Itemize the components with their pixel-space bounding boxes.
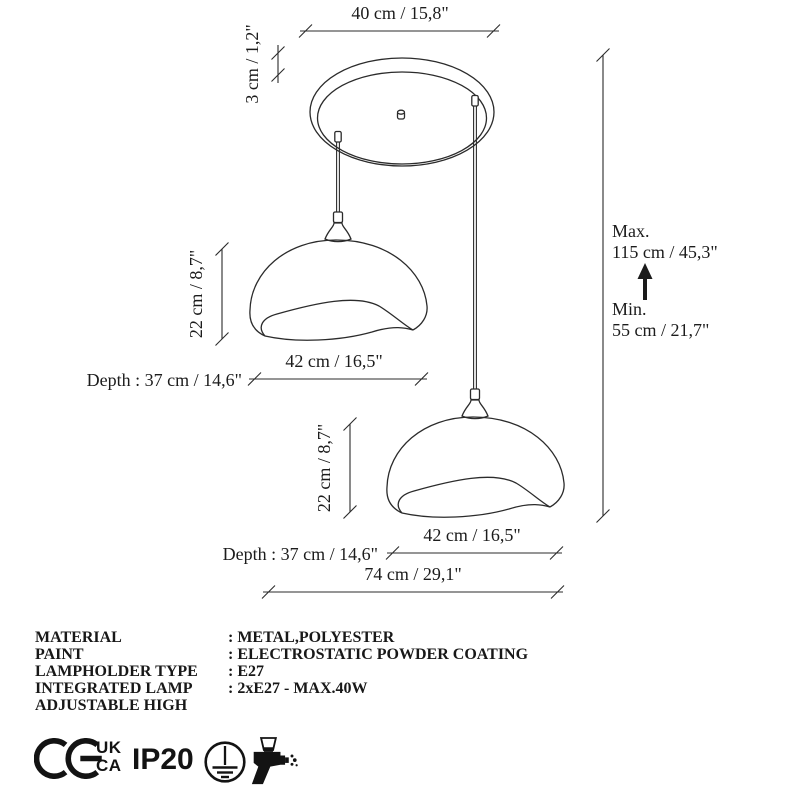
dim-canopy-height-label: 3 cm / 1,2" — [242, 24, 262, 104]
height-max-label: Max. — [612, 221, 650, 241]
dim-shade2-width — [223, 525, 563, 564]
dim-total-width — [262, 564, 564, 599]
spec-label: INTEGRATED LAMP — [35, 680, 193, 697]
ukca-line2: CA — [96, 756, 122, 775]
certification-row — [0, 735, 800, 795]
spec-row-lampholder-type — [35, 663, 595, 680]
dim-shade1-height — [186, 243, 229, 346]
dim-canopy-width-label: 40 cm / 15,8" — [351, 3, 449, 23]
spec-value: : 2xE27 - MAX.40W — [228, 680, 368, 697]
spec-value: : ELECTROSTATIC POWDER COATING — [228, 646, 529, 663]
spec-value: : METAL,POLYESTER — [228, 629, 395, 646]
spec-row-integrated-lamp — [35, 680, 595, 697]
height-max-value: 115 cm / 45,3" — [612, 242, 718, 262]
spec-row-adjustable-high — [35, 697, 595, 714]
specification-table — [35, 629, 595, 714]
cord-grip-right — [472, 96, 478, 107]
spec-value — [228, 697, 595, 714]
lampshade-upper — [250, 212, 427, 340]
dim-shade1-width-label: 42 cm / 16,5" — [285, 351, 383, 371]
dim-shade2-width-label: 42 cm / 16,5" — [423, 525, 521, 545]
dim-shade1-depth-label: Depth : 37 cm / 14,6" — [86, 370, 242, 390]
ip-rating-label: IP20 — [132, 743, 194, 776]
canopy-center-screw — [398, 110, 405, 119]
height-min-label: Min. — [612, 299, 647, 319]
ceiling-canopy — [310, 58, 494, 166]
spec-label: LAMPHOLDER TYPE — [35, 663, 198, 680]
dim-canopy-width — [299, 3, 500, 38]
spec-label: ADJUSTABLE HIGH — [35, 697, 188, 714]
cord-grip-left — [335, 132, 341, 143]
protective-earth-icon — [204, 741, 246, 783]
dim-shade1-height-label: 22 cm / 8,7" — [186, 249, 206, 339]
dim-canopy-height — [242, 24, 285, 103]
lampshade-lower — [387, 389, 564, 517]
dim-overall-height — [597, 49, 718, 523]
ukca-line1: UK — [96, 738, 122, 757]
spec-row-material — [35, 629, 595, 646]
suspension-cord-right — [474, 106, 477, 391]
dim-total-width-label: 74 cm / 29,1" — [364, 564, 462, 584]
spec-label: PAINT — [35, 646, 84, 663]
spec-label: MATERIAL — [35, 629, 122, 646]
dim-shade2-height — [314, 418, 357, 519]
dim-shade1-width — [87, 351, 428, 390]
suspension-cord-left — [337, 142, 340, 215]
spec-value: : E27 — [228, 663, 264, 680]
spray-gun-icon — [250, 736, 298, 788]
dim-shade2-depth-label: Depth : 37 cm / 14,6" — [222, 544, 378, 564]
adjustable-height-arrow-icon — [638, 263, 653, 300]
ukca-mark — [96, 739, 122, 775]
dim-shade2-height-label: 22 cm / 8,7" — [314, 423, 334, 513]
height-min-value: 55 cm / 21,7" — [612, 320, 710, 340]
spec-row-paint — [35, 646, 595, 663]
